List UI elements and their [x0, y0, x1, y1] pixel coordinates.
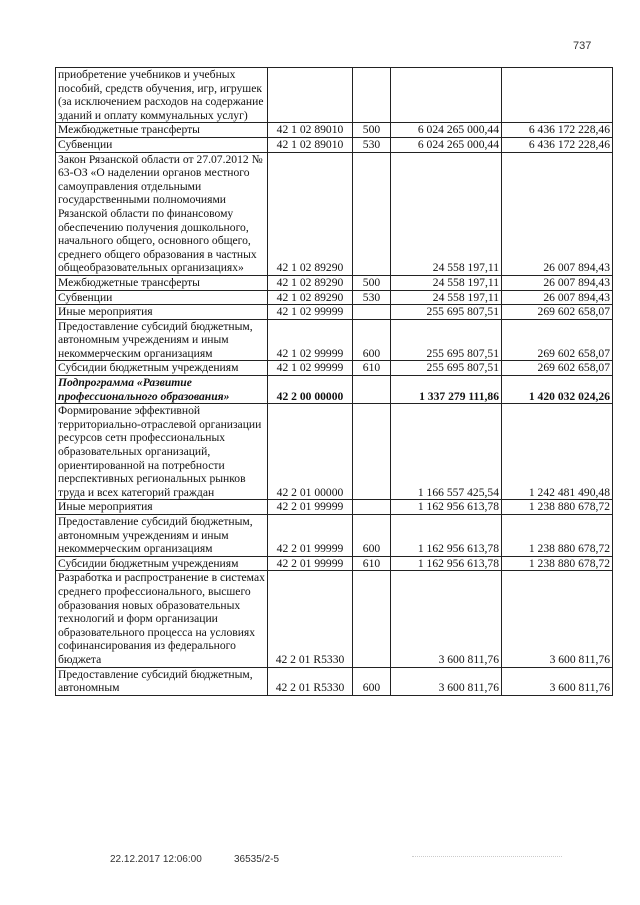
- cell-code: 42 1 02 99999: [268, 305, 353, 320]
- cell-sum2018: 3 600 811,76: [391, 571, 502, 667]
- cell-vr: 530: [353, 137, 391, 152]
- page-number: 737: [573, 40, 592, 52]
- table-row: [56, 290, 613, 305]
- cell-vr: 610: [353, 556, 391, 571]
- cell-vr: 530: [353, 290, 391, 305]
- cell-sum2019: 3 600 811,76: [502, 571, 613, 667]
- cell-code: 42 1 02 89010: [268, 137, 353, 152]
- cell-vr: 500: [353, 275, 391, 290]
- cell-name: Иные мероприятия: [56, 305, 268, 320]
- cell-name: Межбюджетные трансферты: [56, 123, 268, 138]
- cell-code: 42 1 02 89290: [268, 290, 353, 305]
- cell-name: Предоставление субсидий бюджетным, автономным учреждениям и иным некоммерческим организациям: [56, 319, 268, 361]
- cell-sum2018: 24 558 197,11: [391, 152, 502, 275]
- cell-code: [268, 68, 353, 123]
- cell-sum2019: 6 436 172 228,46: [502, 137, 613, 152]
- table-row: [56, 123, 613, 138]
- cell-code: 42 1 02 99999: [268, 319, 353, 361]
- cell-sum2018: 3 600 811,76: [391, 667, 502, 695]
- cell-sum2019: 1 242 481 490,48: [502, 404, 613, 500]
- table-row: [56, 305, 613, 320]
- table-row: [56, 376, 613, 404]
- cell-code: 42 2 00 00000: [268, 376, 353, 404]
- cell-sum2018: 24 558 197,11: [391, 275, 502, 290]
- cell-sum2018: 1 162 956 613,78: [391, 500, 502, 515]
- cell-vr: [353, 571, 391, 667]
- cell-code: 42 2 01 00000: [268, 404, 353, 500]
- table-row: [56, 361, 613, 376]
- cell-sum2018: 1 166 557 425,54: [391, 404, 502, 500]
- cell-sum2018: 24 558 197,11: [391, 290, 502, 305]
- cell-code: 42 2 01 99999: [268, 515, 353, 557]
- table-row: [56, 500, 613, 515]
- cell-sum2019: [502, 68, 613, 123]
- cell-vr: [353, 404, 391, 500]
- cell-name: приобретение учебников и учебных пособий, средств обучения, игр, игрушек (за исключением расходов на содержание зданий и оплату коммунальных услуг): [56, 68, 268, 123]
- cell-sum2018: [391, 68, 502, 123]
- cell-sum2019: 269 602 658,07: [502, 361, 613, 376]
- budget-table: [55, 67, 613, 696]
- table-row: [56, 319, 613, 361]
- table-row: [56, 275, 613, 290]
- cell-sum2019: 3 600 811,76: [502, 667, 613, 695]
- cell-vr: 610: [353, 361, 391, 376]
- cell-sum2019: 26 007 894,43: [502, 290, 613, 305]
- table-row: [56, 404, 613, 500]
- cell-name: Иные мероприятия: [56, 500, 268, 515]
- cell-sum2019: 269 602 658,07: [502, 305, 613, 320]
- cell-name: Предоставление субсидий бюджетным, автономным учреждениям и иным некоммерческим организациям: [56, 515, 268, 557]
- footer-timestamp: 22.12.2017 12:06:00: [110, 854, 202, 865]
- cell-vr: [353, 500, 391, 515]
- table-row: [56, 556, 613, 571]
- table-row: [56, 667, 613, 695]
- cell-name: Субсидии бюджетным учреждениям: [56, 361, 268, 376]
- cell-name: Закон Рязанской области от 27.07.2012 № 63-ОЗ «О наделении органов местного самоуправления отдельными государственными полномочиями Рязанской области по финансовому обеспечению получения дошкольного, начального общего, основного общего, среднего общего образования в частных общеобразовательных организациях»: [56, 152, 268, 275]
- cell-vr: [353, 376, 391, 404]
- cell-vr: [353, 152, 391, 275]
- cell-sum2018: 1 337 279 111,86: [391, 376, 502, 404]
- cell-code: 42 1 02 89290: [268, 275, 353, 290]
- scan-artifact: [412, 856, 562, 863]
- table-row: [56, 515, 613, 557]
- cell-vr: 600: [353, 667, 391, 695]
- cell-sum2019: 1 420 032 024,26: [502, 376, 613, 404]
- table-row: [56, 137, 613, 152]
- cell-name: Субсидии бюджетным учреждениям: [56, 556, 268, 571]
- cell-sum2018: 6 024 265 000,44: [391, 123, 502, 138]
- cell-code: 42 2 01 R5330: [268, 667, 353, 695]
- cell-sum2018: 1 162 956 613,78: [391, 515, 502, 557]
- cell-vr: 600: [353, 319, 391, 361]
- table-row: [56, 68, 613, 123]
- cell-vr: [353, 68, 391, 123]
- cell-code: 42 1 02 89010: [268, 123, 353, 138]
- cell-code: 42 1 02 99999: [268, 361, 353, 376]
- cell-vr: 600: [353, 515, 391, 557]
- cell-code: 42 2 01 99999: [268, 500, 353, 515]
- cell-name: Межбюджетные трансферты: [56, 275, 268, 290]
- footer-document-id: 36535/2-5: [234, 854, 280, 865]
- cell-sum2019: 26 007 894,43: [502, 275, 613, 290]
- table-row: [56, 571, 613, 667]
- cell-sum2019: 1 238 880 678,72: [502, 556, 613, 571]
- cell-sum2018: 6 024 265 000,44: [391, 137, 502, 152]
- cell-sum2019: 26 007 894,43: [502, 152, 613, 275]
- cell-name: Подпрограмма «Развитие профессионального образования»: [56, 376, 268, 404]
- cell-code: 42 1 02 89290: [268, 152, 353, 275]
- cell-vr: [353, 305, 391, 320]
- cell-name: Предоставление субсидий бюджетным, автономным: [56, 667, 268, 695]
- cell-vr: 500: [353, 123, 391, 138]
- cell-code: 42 2 01 R5330: [268, 571, 353, 667]
- cell-code: 42 2 01 99999: [268, 556, 353, 571]
- cell-sum2018: 255 695 807,51: [391, 319, 502, 361]
- cell-sum2019: 269 602 658,07: [502, 319, 613, 361]
- cell-sum2019: 1 238 880 678,72: [502, 500, 613, 515]
- cell-sum2018: 1 162 956 613,78: [391, 556, 502, 571]
- cell-sum2018: 255 695 807,51: [391, 305, 502, 320]
- cell-sum2019: 1 238 880 678,72: [502, 515, 613, 557]
- cell-sum2019: 6 436 172 228,46: [502, 123, 613, 138]
- cell-name: Субвенции: [56, 290, 268, 305]
- budget-table-body: [56, 68, 613, 696]
- cell-name: Субвенции: [56, 137, 268, 152]
- table-row: [56, 152, 613, 275]
- cell-sum2018: 255 695 807,51: [391, 361, 502, 376]
- cell-name: Формирование эффективной территориально-отраслевой организации ресурсов сетн профессиональных образовательных организаций, ориентированной на потребности перспективных региональных рынков труда и всех категорий граждан: [56, 404, 268, 500]
- cell-name: Разработка и распространение в системах среднего профессионального, высшего образования новых образовательных технологий и форм организации образовательного процесса на условиях софинансирования из федерального бюджета: [56, 571, 268, 667]
